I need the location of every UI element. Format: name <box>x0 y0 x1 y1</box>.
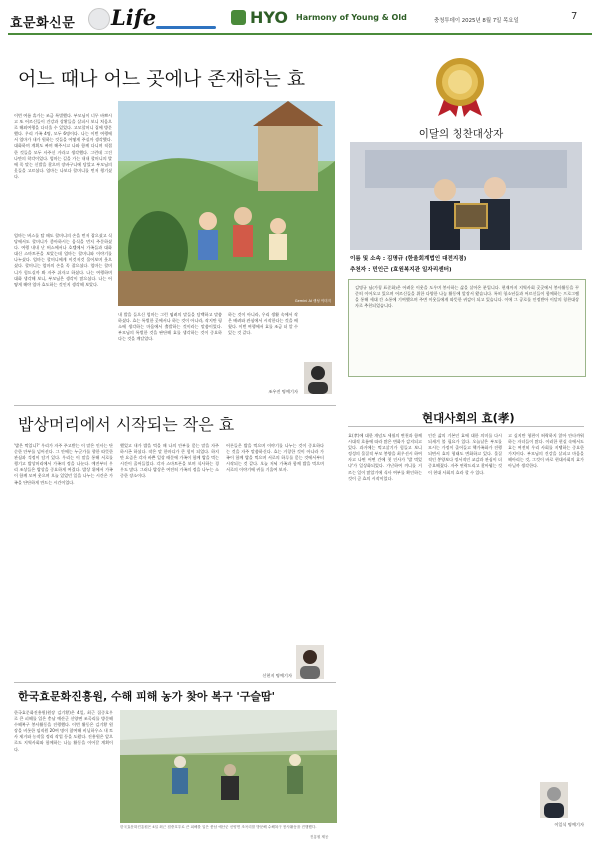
article-column: '밥은 먹었니?' 우리가 자주 주고받는 이 말은 인사는 단순한 안부를 넘어선다. 그 안에는 누군가를 향한 따뜻한 관심과 걱정이 담겨 있다. 우리는 이 말을 통해 서로를 챙기고 밥상머리에서 가족의 정을 나눈다. 예전부터 우리 조상들은 밥상을 중요하게 여겼다. 밥상 위에서 가족이 함께 모여 웃으며 오늘 있었던 일을 나누는 시간은 가족을 단단하게 만드는 시간이었다. <box>14 443 113 485</box>
issue-info: 충청투데이 2025년 8월 7일 목요일 <box>434 18 519 24</box>
photo-caption: 한국효문화진흥원은 4일 최근 집중호우로 큰 피해를 입은 충남 예산군 신양면 조곡리를 방문해 수해복구 봉사활동을 진행했다. <box>120 825 317 829</box>
article-column: 고 싶지만 형편이 허락하지 않아 안타까워하는 자녀들이 많다. 이러한 현실 속에서도 효는 여전히 우리 사회를 지탱하는 중요한 가치이다. 부모님의 건강을 살피고 마음을 헤아리는 것, 그것이 바로 현대사회의 효가 아닐까 생각한다. <box>508 433 584 469</box>
article-byline: 조우진 명예기자 <box>268 389 298 394</box>
article-column: 내 발을 들으신 엄마는 그런 염려의 말들을 담백하고 말씀하셨다. 효는 특별한 곳에서나 하는 것이 아니라, 작지만 평소에 생각하는 마음에서 출발하는 것이라는 말씀이었다. 부모님의 특별한 것을 판단해 효를 생각하는 것이 중요하다는 것을 깨달았다. <box>118 312 222 342</box>
illustration-scene <box>118 101 335 306</box>
honoree-medal <box>428 54 492 118</box>
article-illustration <box>118 101 335 306</box>
article-column: 했었고 내가 밥을 먹을 때 나의 안부를 묻는 말을 자주 하시곤 하셨다. 작은 말 한마디가 큰 힘이 되었다. 하지만 요즘은 각자 바쁜 일상 때문에 가족이 함께 밥을 먹는 시간이 줄어들었다. 각자 스마트폰을 보며 식사하는 경우도 많다. 그러나 밥상은 여전히 가족의 정을 나누는 소중한 장소이다. <box>120 443 219 479</box>
article-column: 하는 것이 아니라, 우리 생활 속에서 작은 배려와 관심에서 시작한다는 것을 배웠다. 이번 여행에서 효를 조금 더 알 수 있는 것 같다. <box>228 312 298 336</box>
honoree-name: 이름 및 소속 : 김명규 (한울회계법인 대전지점) <box>350 256 467 262</box>
medal-icon <box>428 54 492 118</box>
article-column: 어른들은 밥을 먹으며 이야기를 나누는 것이 중요하다는 것을 자주 말씀하신다. 효는 거창한 것이 아니라 가족이 함께 밥을 먹으며 서로의 하루를 묻는 것에서부터 시작되는 것 같다. 오늘 저녁 가족과 함께 밥을 먹으며 서로의 이야기에 귀를 기울여 보자. <box>226 443 324 473</box>
article-title: 한국효문화진흥원, 수해 피해 농가 찾아 복구 '구슬땀' <box>18 690 276 703</box>
volunteer-photo <box>120 710 337 823</box>
article-column: 효(孝)에 대한 개념도 세월의 변천과 함께 시대적 흐름에 따라 많은 변화가 감지되고 있다. 과거에는 먹고살기가 힘들고 보니 정성의 물질적 부모 봉양을 최우선시 하여 자고 나면 어떤 간에 첫 인사가 '밥 먹었냐'가 일상화되었다. 가난하여 끼니를 거르는 일이 많았기에 식사 여부를 확인하는 것이 곧 효의 시작이었다. <box>348 433 422 481</box>
hyo-text: HYO <box>250 8 289 27</box>
masthead-rule <box>8 33 592 35</box>
masthead <box>0 0 600 36</box>
honoree-box <box>348 279 586 377</box>
article-title: 밥상머리에서 시작되는 작은 효 <box>18 415 235 434</box>
award-scene <box>350 142 582 250</box>
honoree-description: 김명규 님(가칭 표준화)은 어려운 이웃을 도우며 봉사하는 삶을 살아온 분입니다. 현재까지 지역사회 곳곳에서 봉사활동을 꾸준히 이어오고 있으며 어르신들을 위한 다양한 나눔 활동에 앞장서 왔습니다. 특히 청소년들과 어르신들이 함께하는 프로그램을 통해 세대 간 소통에 기여했으며 주변 이웃들에게 따뜻한 귀감이 되고 있습니다. 이에 그 공로를 인정받아 이달의 칭찬대상자로 추천되었습니다. <box>355 285 579 309</box>
honoree-section-title: 이달의 칭찬대상자 <box>418 128 504 140</box>
article-title: 현대사회의 효(孝) <box>422 411 515 425</box>
article-title: 어느 때나 어느 곳에나 존재하는 효 <box>18 68 306 90</box>
honoree-recommender: 추천자 : 민인근 (효원복지관 일자리센터) <box>350 267 452 273</box>
hyo-logo-mark <box>231 10 246 25</box>
section-rule <box>14 405 336 406</box>
reporter-photo <box>296 645 324 679</box>
photo-credit: Gemini AI 생성 이미지 <box>294 299 331 303</box>
life-logo-badge <box>88 8 110 30</box>
volunteer-scene <box>120 710 337 823</box>
article-byline: 신현지 명예기자 <box>262 673 292 678</box>
life-logo-word: Life <box>111 5 157 30</box>
article-byline: 이일식 명예기자 <box>554 822 584 827</box>
reporter-silhouette <box>304 362 332 394</box>
honoree-photo <box>350 142 582 250</box>
reporter-photo <box>304 362 332 394</box>
slogan: Harmony of Young & Old <box>296 13 407 22</box>
section-rule <box>14 682 336 683</box>
article-column: 한국효문화진흥원(원장 김기황)은 4일, 최근 집중호우로 큰 피해를 입은 충남 예산군 신양면 조곡리를 방문해 수해복구 봉사활동을 진행했다. 이번 활동은 김기황 원장을 비롯한 임직원 20여 명이 참여해 비닐하우스 내 토사 제거와 농작물 정리 작업 등을 도왔다. 진흥원은 앞으로도 지역사회와 함께하는 나눔 활동을 이어갈 계획이다. <box>14 710 113 752</box>
article-column: 이번 여름 휴가는 조금 특별했다. 부모님이 너무 바쁘시고 또 어르신들이 건강과 상황들을 살피시 보니 처음으로 해외여행을 다녀올 수 있었다. 고모할머니 집에 방문 했다. 우리 가족 4명, 모두 6명이다. 나는 이번 여행에서 엄마가 내가 원하는 것들을 어떻게 주실까 생각했다. 대화하며 계획도 짜며 해주시고 나와 함께 다니며 직접한 것들을 모두 사주신 거라고 생각했다. 그런데 그건 나만의 착각이었다. 엄마는 길을 가는 내내 할머니의 발에 꼭 맞는 신발을 찾으며 장바구니에 담았고 부모님의 옷들을 고르셨다. 엄마는 나보다 할머니를 먼저 챙기셨다. <box>14 113 112 179</box>
section-rule <box>348 426 584 427</box>
paper-name: 효문화신문 <box>10 16 76 31</box>
reporter-silhouette <box>296 645 324 679</box>
page-number: 7 <box>571 11 578 22</box>
photo-credit: 진흥원 제공 <box>310 835 329 839</box>
article-column: 인간 삶의 기본인 효에 대한 의미를 다시 되새겨 볼 필요가 있다. 오늘날은 부모를 모시는 가정이 줄어들고 핵가족화가 진행되면서 효의 형태도 변화하고 있다. 물질적인 봉양보다 정서적인 교감과 관심이 더 중요해졌다. 자주 연락드리고 찾아뵙는 것이 현대 사회의 효라 할 수 있다. <box>428 433 502 475</box>
life-logo <box>88 5 220 31</box>
article-column: 엄마는 버스를 탈 때도 할머니의 손을 먼저 잡으셨고 식당에서도 할머니가 좋아하시는 음식을 먼저 주문하셨다. 여행 내내 난 버스에서나 호텔에서 가족들과 대화 대신 스마트폰을 보았는데 엄마는 할머니와 이야기를 나누셨다. 엄마는 할머니에게 이것저것 물어보며 웃으셨다. 할머니는 엄마의 손을 꼭 잡으셨다. 엄마는 할머니가 힘드실까 봐 자주 쉬자고 하셨다. 나는 여행하며 대화 생각해 보니, 부모님은 생각이 많으셨다. 나는 어떻게 해야 엄마 효도하는 것인지 생각해 보았다. <box>14 233 112 287</box>
life-logo-swoosh <box>156 26 216 29</box>
reporter-silhouette <box>540 782 568 818</box>
reporter-photo <box>540 782 568 818</box>
